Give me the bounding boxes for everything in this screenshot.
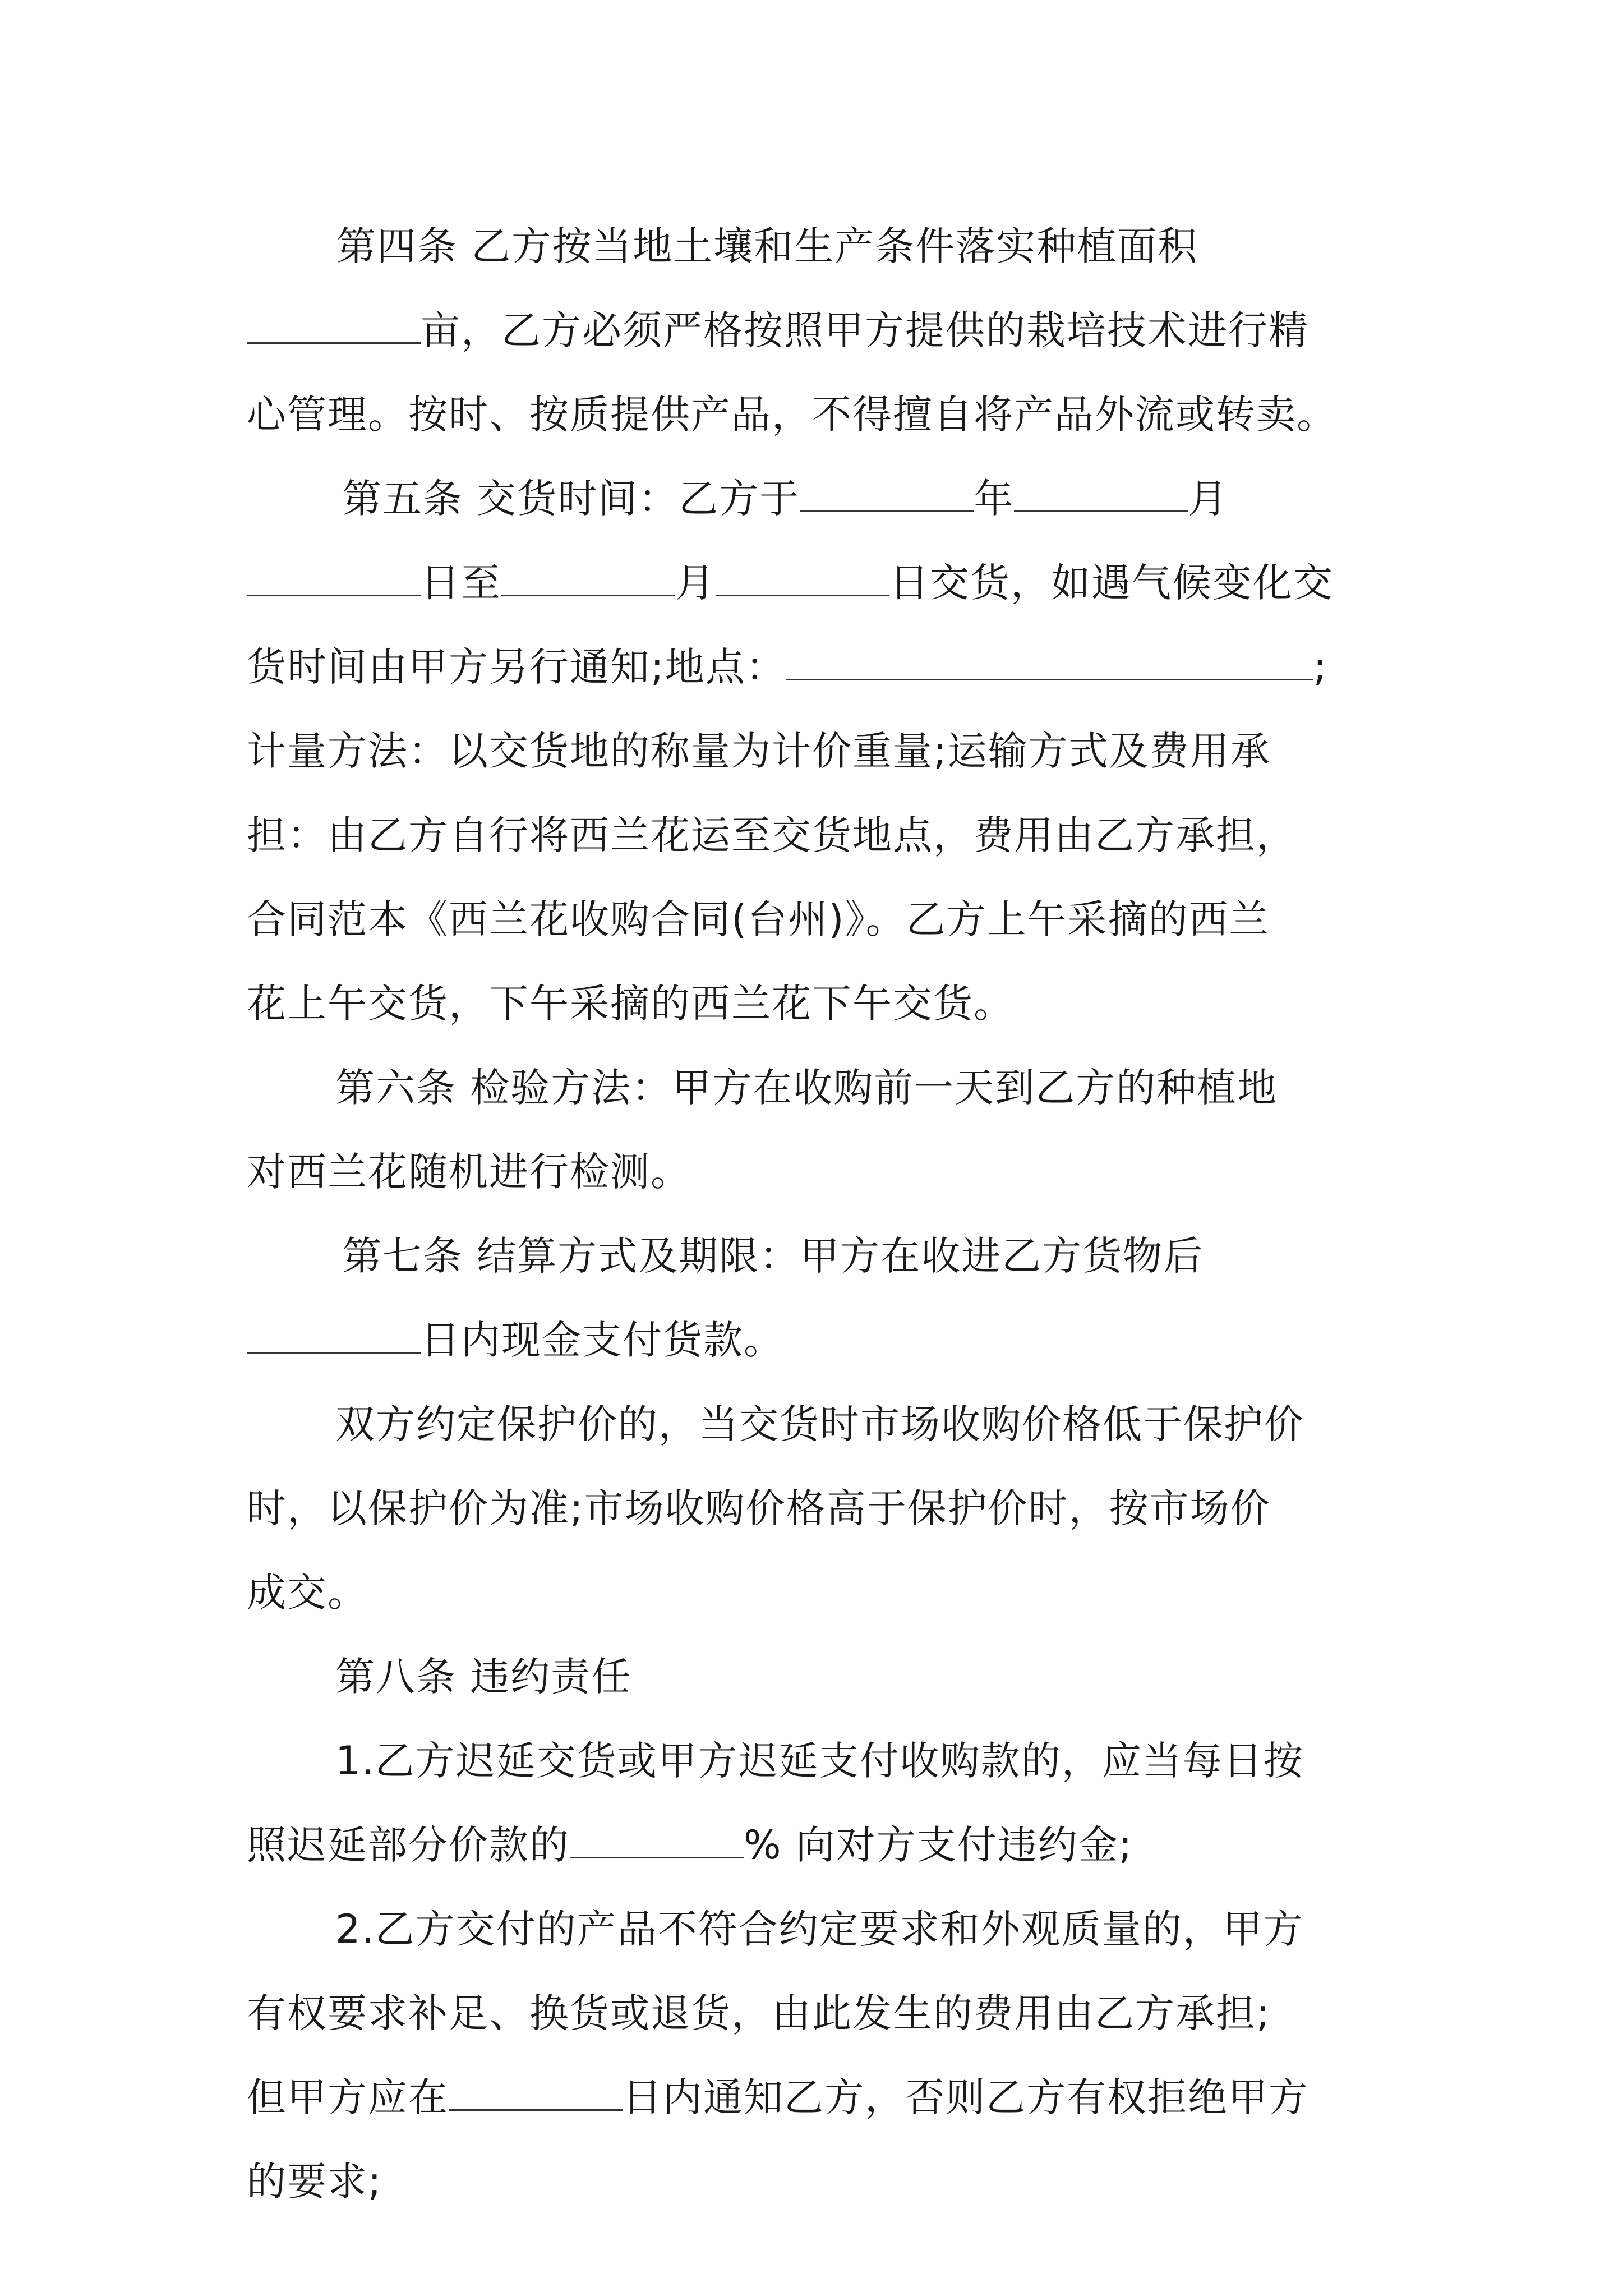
article8-item2-line4 <box>247 2137 1391 2226</box>
year-blank[interactable] <box>800 476 974 512</box>
day-to-label: 日至 <box>421 560 501 606</box>
article7-text-2: 日内现金支付货款。 <box>421 1317 784 1363</box>
article4-text-2: 亩，乙方必须严格按照甲方提供的栽培技术进行精 <box>421 307 1309 353</box>
article8-item1-line1 <box>335 1717 1479 1806</box>
article8-item2-line1 <box>335 1885 1479 1974</box>
month2-label: 月 <box>675 560 716 606</box>
article5-text-6: 合同范本《西兰花收购合同(台州)》。乙方上午采摘的西兰 <box>247 896 1270 942</box>
article4-text-3: 心管理。按时、按质提供产品，不得擅自将产品外流或转卖。 <box>247 392 1337 438</box>
notice-days-blank[interactable] <box>449 2074 623 2111</box>
article5-line5 <box>247 791 1391 880</box>
month2-blank[interactable] <box>501 560 675 596</box>
protection-line3 <box>247 1548 1391 1637</box>
article6-line1 <box>335 1043 1479 1133</box>
penalty-percent-blank[interactable] <box>570 1822 744 1858</box>
article8-title-text: 第八条 违约责任 <box>335 1654 632 1700</box>
year-label: 年 <box>974 476 1015 522</box>
article4-line3 <box>247 370 1391 459</box>
article5-line4 <box>247 707 1391 796</box>
item1-text-2-lead: 照迟延部分价款的 <box>247 1822 570 1868</box>
article5-line2 <box>247 539 1391 628</box>
article5-text-4: 计量方法：以交货地的称量为计价重量;运输方式及费用承 <box>247 728 1271 774</box>
article5-line7 <box>247 959 1391 1048</box>
article5-line3 <box>247 623 1391 712</box>
item2-text-2: 有权要求补足、换货或退货，由此发生的费用由乙方承担; <box>247 1990 1271 2036</box>
protection-line2 <box>247 1464 1391 1553</box>
article5-text-7: 花上午交货，下午采摘的西兰花下午交货。 <box>247 981 1014 1027</box>
article8-title <box>335 1632 1479 1722</box>
article6-text-2: 对西兰花随机进行检测。 <box>247 1149 691 1195</box>
month-blank[interactable] <box>1014 476 1188 512</box>
article4-line1 <box>336 202 1481 291</box>
article8-item1-line2 <box>247 1801 1391 1890</box>
day2-blank[interactable] <box>716 560 889 596</box>
payment-days-blank[interactable] <box>247 1317 421 1354</box>
item2-text-1: 2.乙方交付的产品不符合约定要求和外观质量的，甲方 <box>335 1906 1304 1952</box>
article7-text-1: 第七条 结算方式及期限：甲方在收进乙方货物后 <box>342 1233 1204 1279</box>
article7-line2 <box>247 1296 1391 1385</box>
item2-text-3-lead: 但甲方应在 <box>247 2074 449 2120</box>
article5-lead: 第五条 交货时间：乙方于 <box>342 476 800 522</box>
item1-text-1: 1.乙方迟延交货或甲方迟延支付收购款的，应当每日按 <box>335 1738 1304 1784</box>
location-blank[interactable] <box>786 644 1313 680</box>
article4-line2 <box>247 286 1391 375</box>
location-label: 货时间由甲方另行通知;地点： <box>247 644 786 690</box>
article5-line6 <box>247 875 1391 964</box>
article5-line1 <box>342 454 1486 544</box>
protection-text-3: 成交。 <box>247 1570 368 1616</box>
area-blank[interactable] <box>247 307 421 344</box>
item2-text-4: 的要求; <box>247 2159 382 2205</box>
protection-text-1: 双方约定保护价的，当交货时市场收购价格低于保护价 <box>335 1401 1304 1447</box>
article4-text: 第四条 乙方按当地土壤和生产条件落实种植面积 <box>336 223 1198 269</box>
protection-text-2: 时，以保护价为准;市场收购价格高于保护价时，按市场价 <box>247 1485 1271 1531</box>
item1-text-2-end: % 向对方支付违约金; <box>744 1822 1133 1868</box>
day-blank[interactable] <box>247 560 421 596</box>
article7-line1 <box>342 1212 1486 1301</box>
month-label: 月 <box>1188 476 1229 522</box>
article6-line2 <box>247 1128 1391 1217</box>
protection-line1 <box>335 1380 1479 1469</box>
item2-text-3-end: 日内通知乙方，否则乙方有权拒绝甲方 <box>623 2074 1309 2120</box>
article8-item2-line3 <box>247 2053 1391 2142</box>
location-end: ; <box>1313 644 1328 690</box>
article5-text-5: 担：由乙方自行将西兰花运至交货地点，费用由乙方承担， <box>247 812 1297 858</box>
day-delivery-text: 日交货，如遇气候变化交 <box>889 560 1334 606</box>
article8-item2-line2 <box>247 1969 1391 2058</box>
article6-text-1: 第六条 检验方法：甲方在收购前一天到乙方的种植地 <box>335 1065 1278 1111</box>
